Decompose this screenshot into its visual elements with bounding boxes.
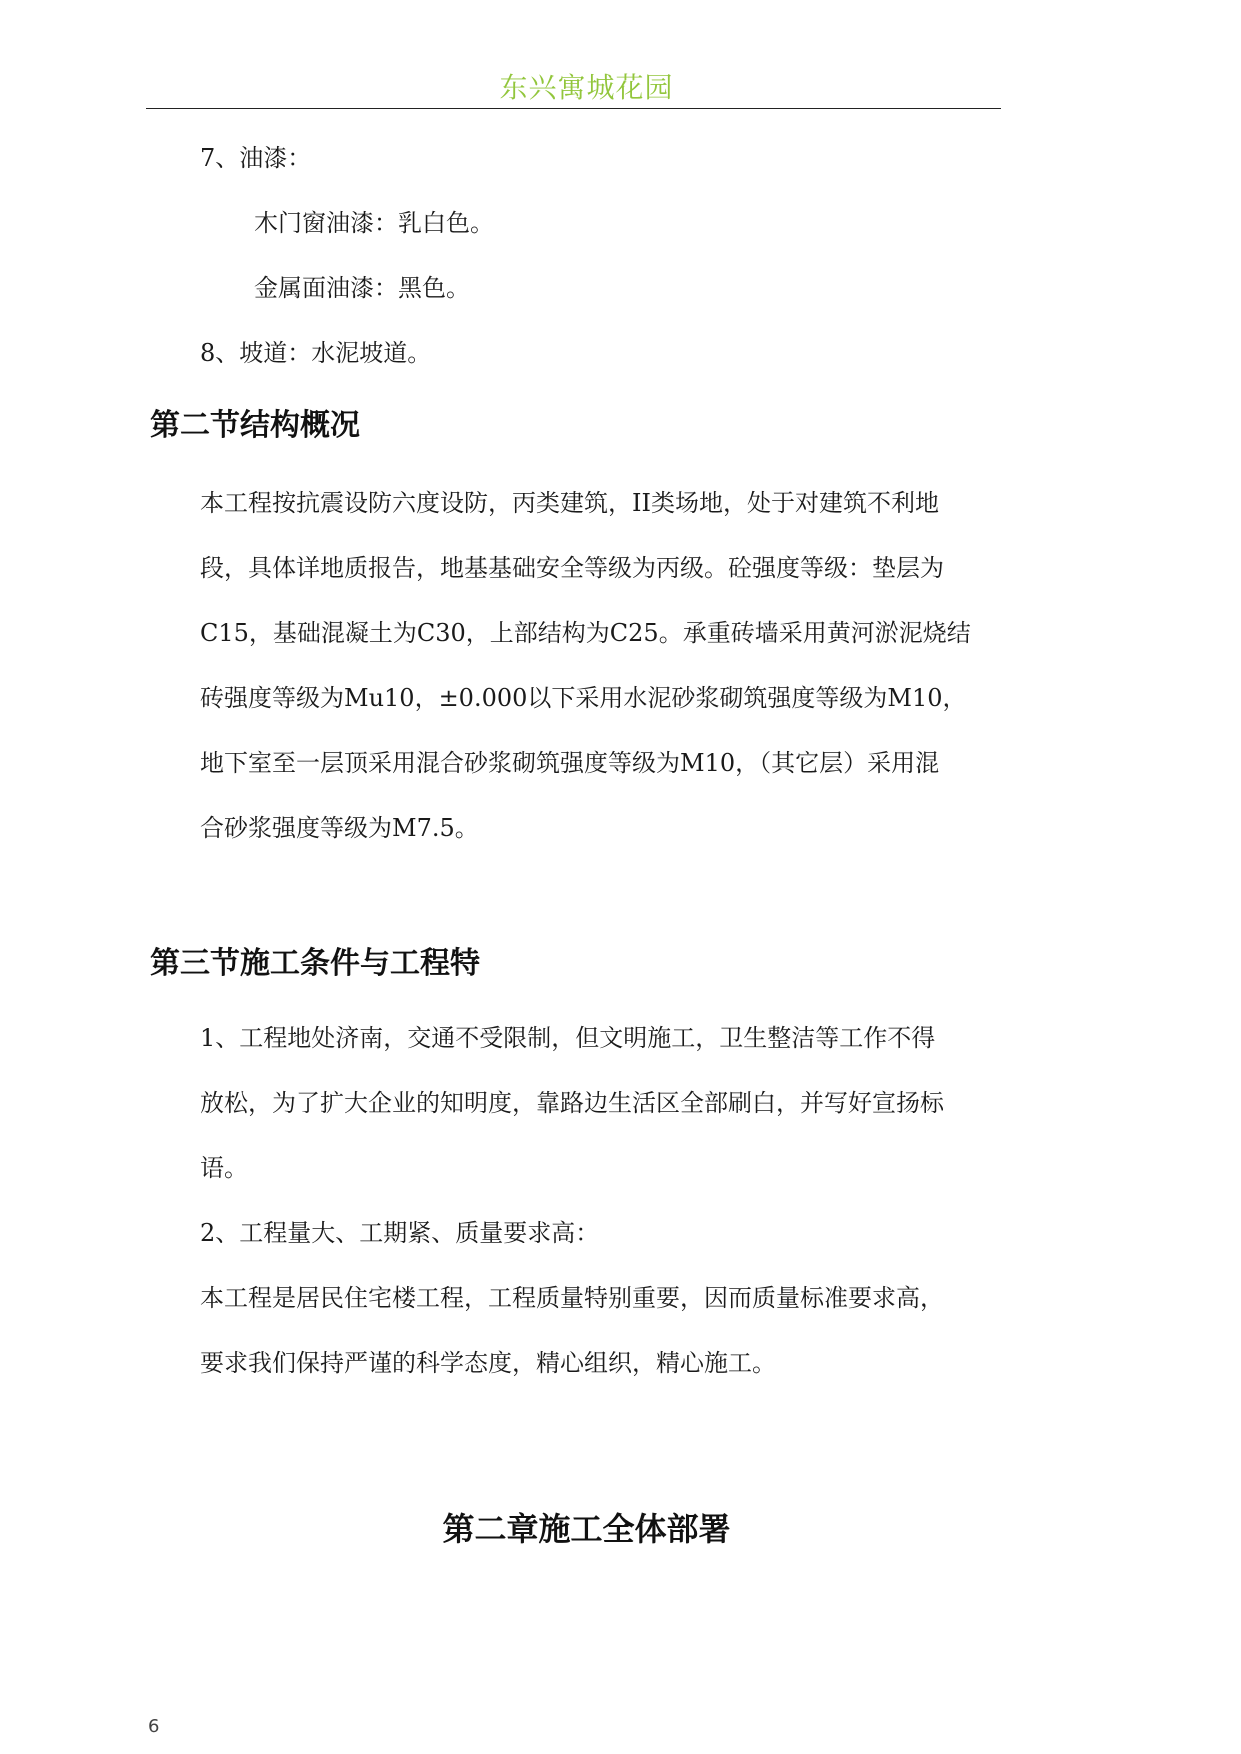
paint-item-label: 7、油漆： (200, 144, 312, 172)
section-heading: 第二节结构概况 (150, 408, 360, 443)
paragraph-line: 本工程是居民住宅楼工程，工程质量特别重要，因而质量标准要求高， (200, 1284, 944, 1312)
document-header-title: 东兴寓城花园 (499, 71, 674, 104)
section-heading: 第三节施工条件与工程特 (150, 946, 480, 981)
paragraph-line: 本工程按抗震设防六度设防，丙类建筑，II类场地，处于对建筑不利地 (200, 489, 939, 517)
header-divider (146, 108, 1001, 109)
paragraph-line: 放松，为了扩大企业的知明度，靠路边生活区全部刷白，并写好宣扬标 (200, 1089, 944, 1117)
paragraph-line: 地下室至一层顶采用混合砂浆砌筑强度等级为M10，（其它层）采用混 (200, 749, 940, 777)
paint-metal-line: 金属面油漆：黑色。 (254, 274, 470, 302)
paragraph-line: 2、工程量大、工期紧、质量要求高： (200, 1219, 600, 1247)
paragraph-line: 段，具体详地质报告，地基基础安全等级为丙级。砼强度等级：垫层为 (200, 554, 944, 582)
paragraph-line: 砖强度等级为Mu10，±0.000以下采用水泥砂浆砌筑强度等级为M10， (200, 684, 967, 712)
paragraph-line: 语。 (200, 1154, 248, 1182)
paragraph-line: 合砂浆强度等级为M7.5。 (200, 814, 479, 842)
chapter-heading: 第二章施工全体部署 (442, 1510, 731, 1548)
paragraph-line: 1、工程地处济南，交通不受限制，但文明施工，卫生整洁等工作不得 (200, 1024, 936, 1052)
paragraph-line: C15，基础混凝土为C30，上部结构为C25。承重砖墙采用黄河淤泥烧结 (200, 619, 971, 647)
ramp-line: 8、坡道：水泥坡道。 (200, 339, 432, 367)
paint-wood-line: 木门窗油漆：乳白色。 (254, 209, 494, 237)
paragraph-line: 要求我们保持严谨的科学态度，精心组织，精心施工。 (200, 1349, 776, 1377)
page-number: 6 (148, 1716, 160, 1737)
